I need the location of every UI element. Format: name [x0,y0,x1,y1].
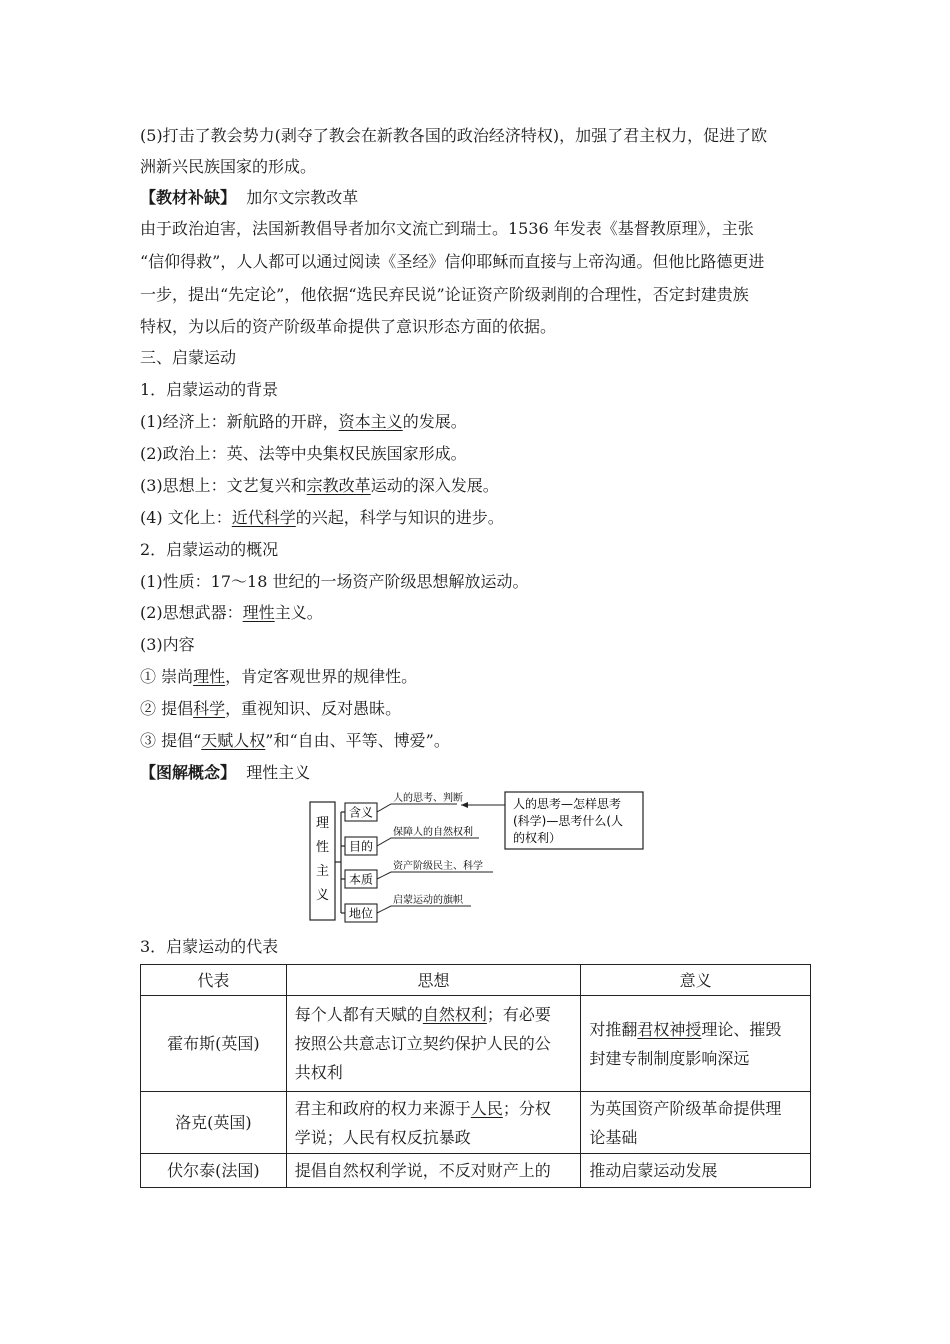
branch-label: 含义 [348,805,374,820]
branch-label: 目的 [348,839,374,854]
rationalism-diagram [309,787,649,924]
underlined-term: 理性 [193,667,226,686]
text-run: 按照公共意志订立契约保护人民的公 [294,1034,551,1053]
root-char: 性 [315,840,330,855]
representatives-table [140,964,811,1188]
underlined-term: 近代科学 [231,508,296,527]
root-char: 理 [315,816,330,831]
text-run: 为英国资产阶级革命提供理 [589,1098,782,1118]
supplement-heading [140,186,358,210]
text-run: ；分权 [502,1098,551,1118]
supplement-line-4: 特权，为以后的资产阶级革命提供了意识形态方面的依据。 [140,317,557,336]
branch-label: 地位 [348,906,374,921]
text-run: ，肯定客观世界的规律性。 [225,667,418,686]
note-line: (科学)—思考什么(人 [513,814,624,828]
concept-title: 理性主义 [246,763,311,782]
underlined-term: 资本主义 [338,412,403,431]
table-header-row [141,965,811,996]
cell-significance: 推动启蒙运动发展 [581,1154,811,1188]
supplement-line-2: “信仰得救”，人人都可以通过阅读《圣经》信仰耶稣而直接与上帝沟通。但他比路德更进 [140,252,765,271]
text-run: 君主和政府的权力来源于 [294,1098,471,1118]
cell-idea [286,996,581,1092]
concept-heading [140,761,310,785]
cell-name: 霍布斯(英国) [141,996,287,1092]
text-run: (2)思想武器： [140,603,243,622]
diagram-canvas [309,787,649,924]
cell-name: 洛克(英国) [141,1092,287,1154]
section-3-heading: 三、启蒙运动 [140,348,237,367]
supplement-line-1: 由于政治迫害，法国新教倡导者加尔文流亡到瑞士。1536 年发表《基督教原理》，主张 [140,219,754,238]
paragraph-5-line-1: (5)打击了教会势力(剥夺了教会在新教各国的政治经济特权)，加强了君主权力，促进了欧 [140,126,768,145]
note-line: 的权利） [513,831,562,845]
text-run: 论基础 [589,1127,638,1147]
overview-weapon [140,601,323,625]
underlined-term: 天赋人权 [201,731,266,750]
underlined-term: 科学 [193,699,226,718]
background-politics: (2)政治上：英、法等中央集权民族国家形成。 [140,444,467,463]
representatives-heading: 3．启蒙运动的代表 [140,937,279,956]
overview-content-1 [140,665,417,689]
text-run: 学说；人民有权反抗暴政 [294,1127,471,1147]
table-row [141,1092,811,1154]
branch-rule [377,906,471,913]
cell-significance [581,1092,811,1154]
text-run: (1)经济上：新航路的开辟， [140,412,339,431]
cell-name: 伏尔泰(法国) [141,1154,287,1188]
branch-text: 启蒙运动的旗帜 [393,895,463,906]
text-run: ① 崇尚 [140,667,194,686]
underlined-term: 君权神授 [637,1019,702,1039]
branch-rule [377,838,479,846]
underlined-term: 宗教改革 [306,476,371,495]
root-char: 义 [315,888,330,903]
text-run: 的兴起，科学与知识的进步。 [295,508,504,527]
text-run: 共权利 [294,1063,343,1082]
text-run: ；有必要 [486,1005,551,1024]
text-run: 的发展。 [402,412,467,431]
text-run: ，重视知识、反对愚昧。 [225,699,402,718]
text-run: 运动的深入发展。 [370,476,499,495]
overview-heading: 2．启蒙运动的概况 [140,540,279,559]
root-char: 主 [315,864,330,879]
branch-text: 资产阶级民主、科学 [393,861,483,872]
branch-text: 人的思考、判断 [393,793,463,804]
text-run: 对推翻 [589,1019,638,1039]
branch-text: 保障人的自然权利 [393,827,473,838]
supplement-tag: 【教材补缺】 [140,188,237,207]
branch-rule [377,804,457,812]
text-run: ③ 提倡“ [140,731,202,750]
underlined-term: 自然权利 [422,1005,487,1024]
branch-rule [377,872,493,879]
background-thought [140,474,499,498]
underlined-term: 理性 [242,603,275,622]
table-row [141,996,811,1092]
text-run: (3)思想上：文艺复兴和 [140,476,307,495]
column-header: 思想 [286,965,581,996]
overview-content: (3)内容 [140,635,195,654]
underlined-term: 人民 [470,1098,503,1118]
text-run: 封建专制制度影响深远 [589,1048,750,1068]
cell-idea: 提倡自然权利学说，不反对财产上的 [286,1154,581,1188]
background-heading: 1．启蒙运动的背景 [140,380,279,399]
text-run: 每个人都有天赋的 [294,1005,423,1024]
column-header: 意义 [581,965,811,996]
overview-content-3 [140,729,450,753]
cell-idea [286,1092,581,1154]
text-run: 主义。 [274,603,323,622]
supplement-title: 加尔文宗教改革 [246,188,359,207]
supplement-line-3: 一步，提出“先定论”，他依据“选民弃民说”论证资产阶级剥削的合理性，否定封建贵族 [140,285,749,304]
cell-significance [581,996,811,1092]
concept-tag: 【图解概念】 [140,763,237,782]
branch-label: 本质 [348,872,374,887]
overview-nature: (1)性质：17～18 世纪的一场资产阶级思想解放运动。 [140,572,529,591]
column-header: 代表 [141,965,287,996]
paragraph-5-line-2: 洲新兴民族国家的形成。 [140,157,317,176]
text-run: (4) 文化上： [140,508,232,527]
text-run: ”和“自由、平等、博爱”。 [265,731,450,750]
table-row [141,1154,811,1188]
background-economy [140,410,467,434]
note-line: 人的思考—怎样思考 [513,797,622,811]
text-run: ② 提倡 [140,699,194,718]
text-run: 理论、摧毁 [701,1019,782,1039]
background-culture [140,506,504,530]
overview-content-2 [140,697,401,721]
